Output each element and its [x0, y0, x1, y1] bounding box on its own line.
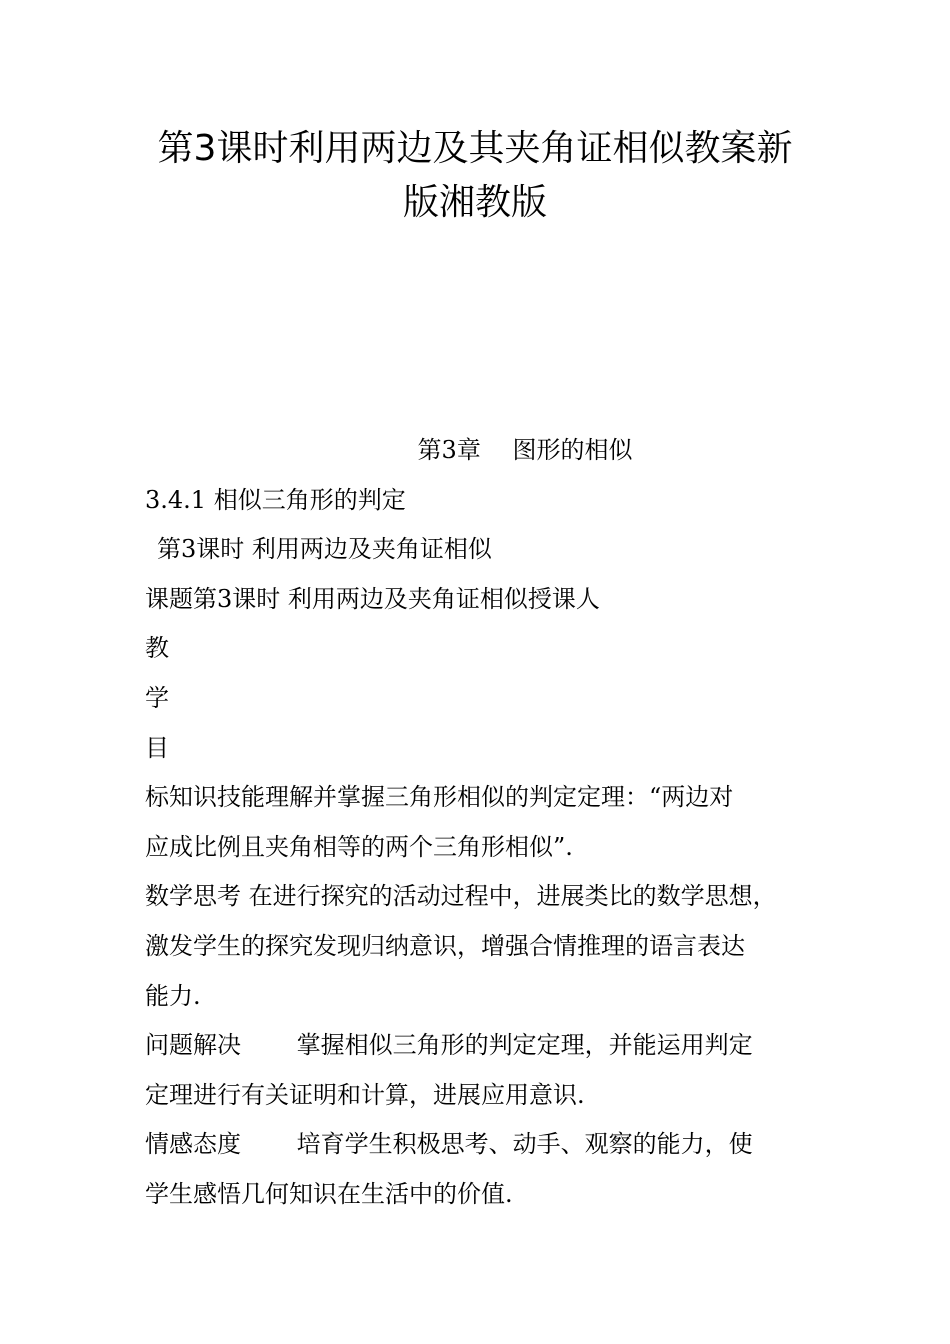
chapter-heading: 第3章 图形的相似 — [417, 436, 633, 464]
problem-line-1: 问题解决 掌握相似三角形的判定定理，并能运用判定 — [145, 1031, 753, 1060]
thinking-line-3: 能力. — [145, 981, 201, 1010]
document-body — [145, 426, 825, 1220]
attitude-line-2: 学生感悟几何知识在生活中的价值. — [145, 1179, 513, 1208]
title-line-2: 版湘教版 — [402, 182, 547, 223]
objectives-char-3: 目 — [145, 733, 169, 762]
objectives-char-2: 学 — [145, 683, 169, 712]
knowledge-line-2: 应成比例且夹角相等的两个三角形相似”. — [145, 832, 573, 861]
topic-line: 课题第3课时 利用两边及夹角证相似授课人 — [145, 584, 600, 613]
document-title — [100, 122, 850, 230]
attitude-line-1: 情感态度 培育学生积极思考、动手、观察的能力，使 — [145, 1130, 753, 1159]
problem-line-2: 定理进行有关证明和计算，进展应用意识. — [145, 1080, 585, 1109]
thinking-line-2: 激发学生的探究发现归纳意识，增强合情推理的语言表达 — [145, 931, 745, 960]
knowledge-line-1: 标知识技能理解并掌握三角形相似的判定定理：“两边对 — [145, 783, 734, 812]
thinking-line-1: 数学思考 在进行探究的活动过程中，进展类比的数学思想， — [145, 882, 777, 911]
lesson-heading: 第3课时 利用两边及夹角证相似 — [157, 535, 492, 564]
objectives-char-1: 教 — [145, 634, 169, 663]
section-heading: 3.4.1 相似三角形的判定 — [145, 485, 406, 514]
title-line-1: 第3课时利用两边及其夹角证相似教案新 — [157, 128, 793, 169]
